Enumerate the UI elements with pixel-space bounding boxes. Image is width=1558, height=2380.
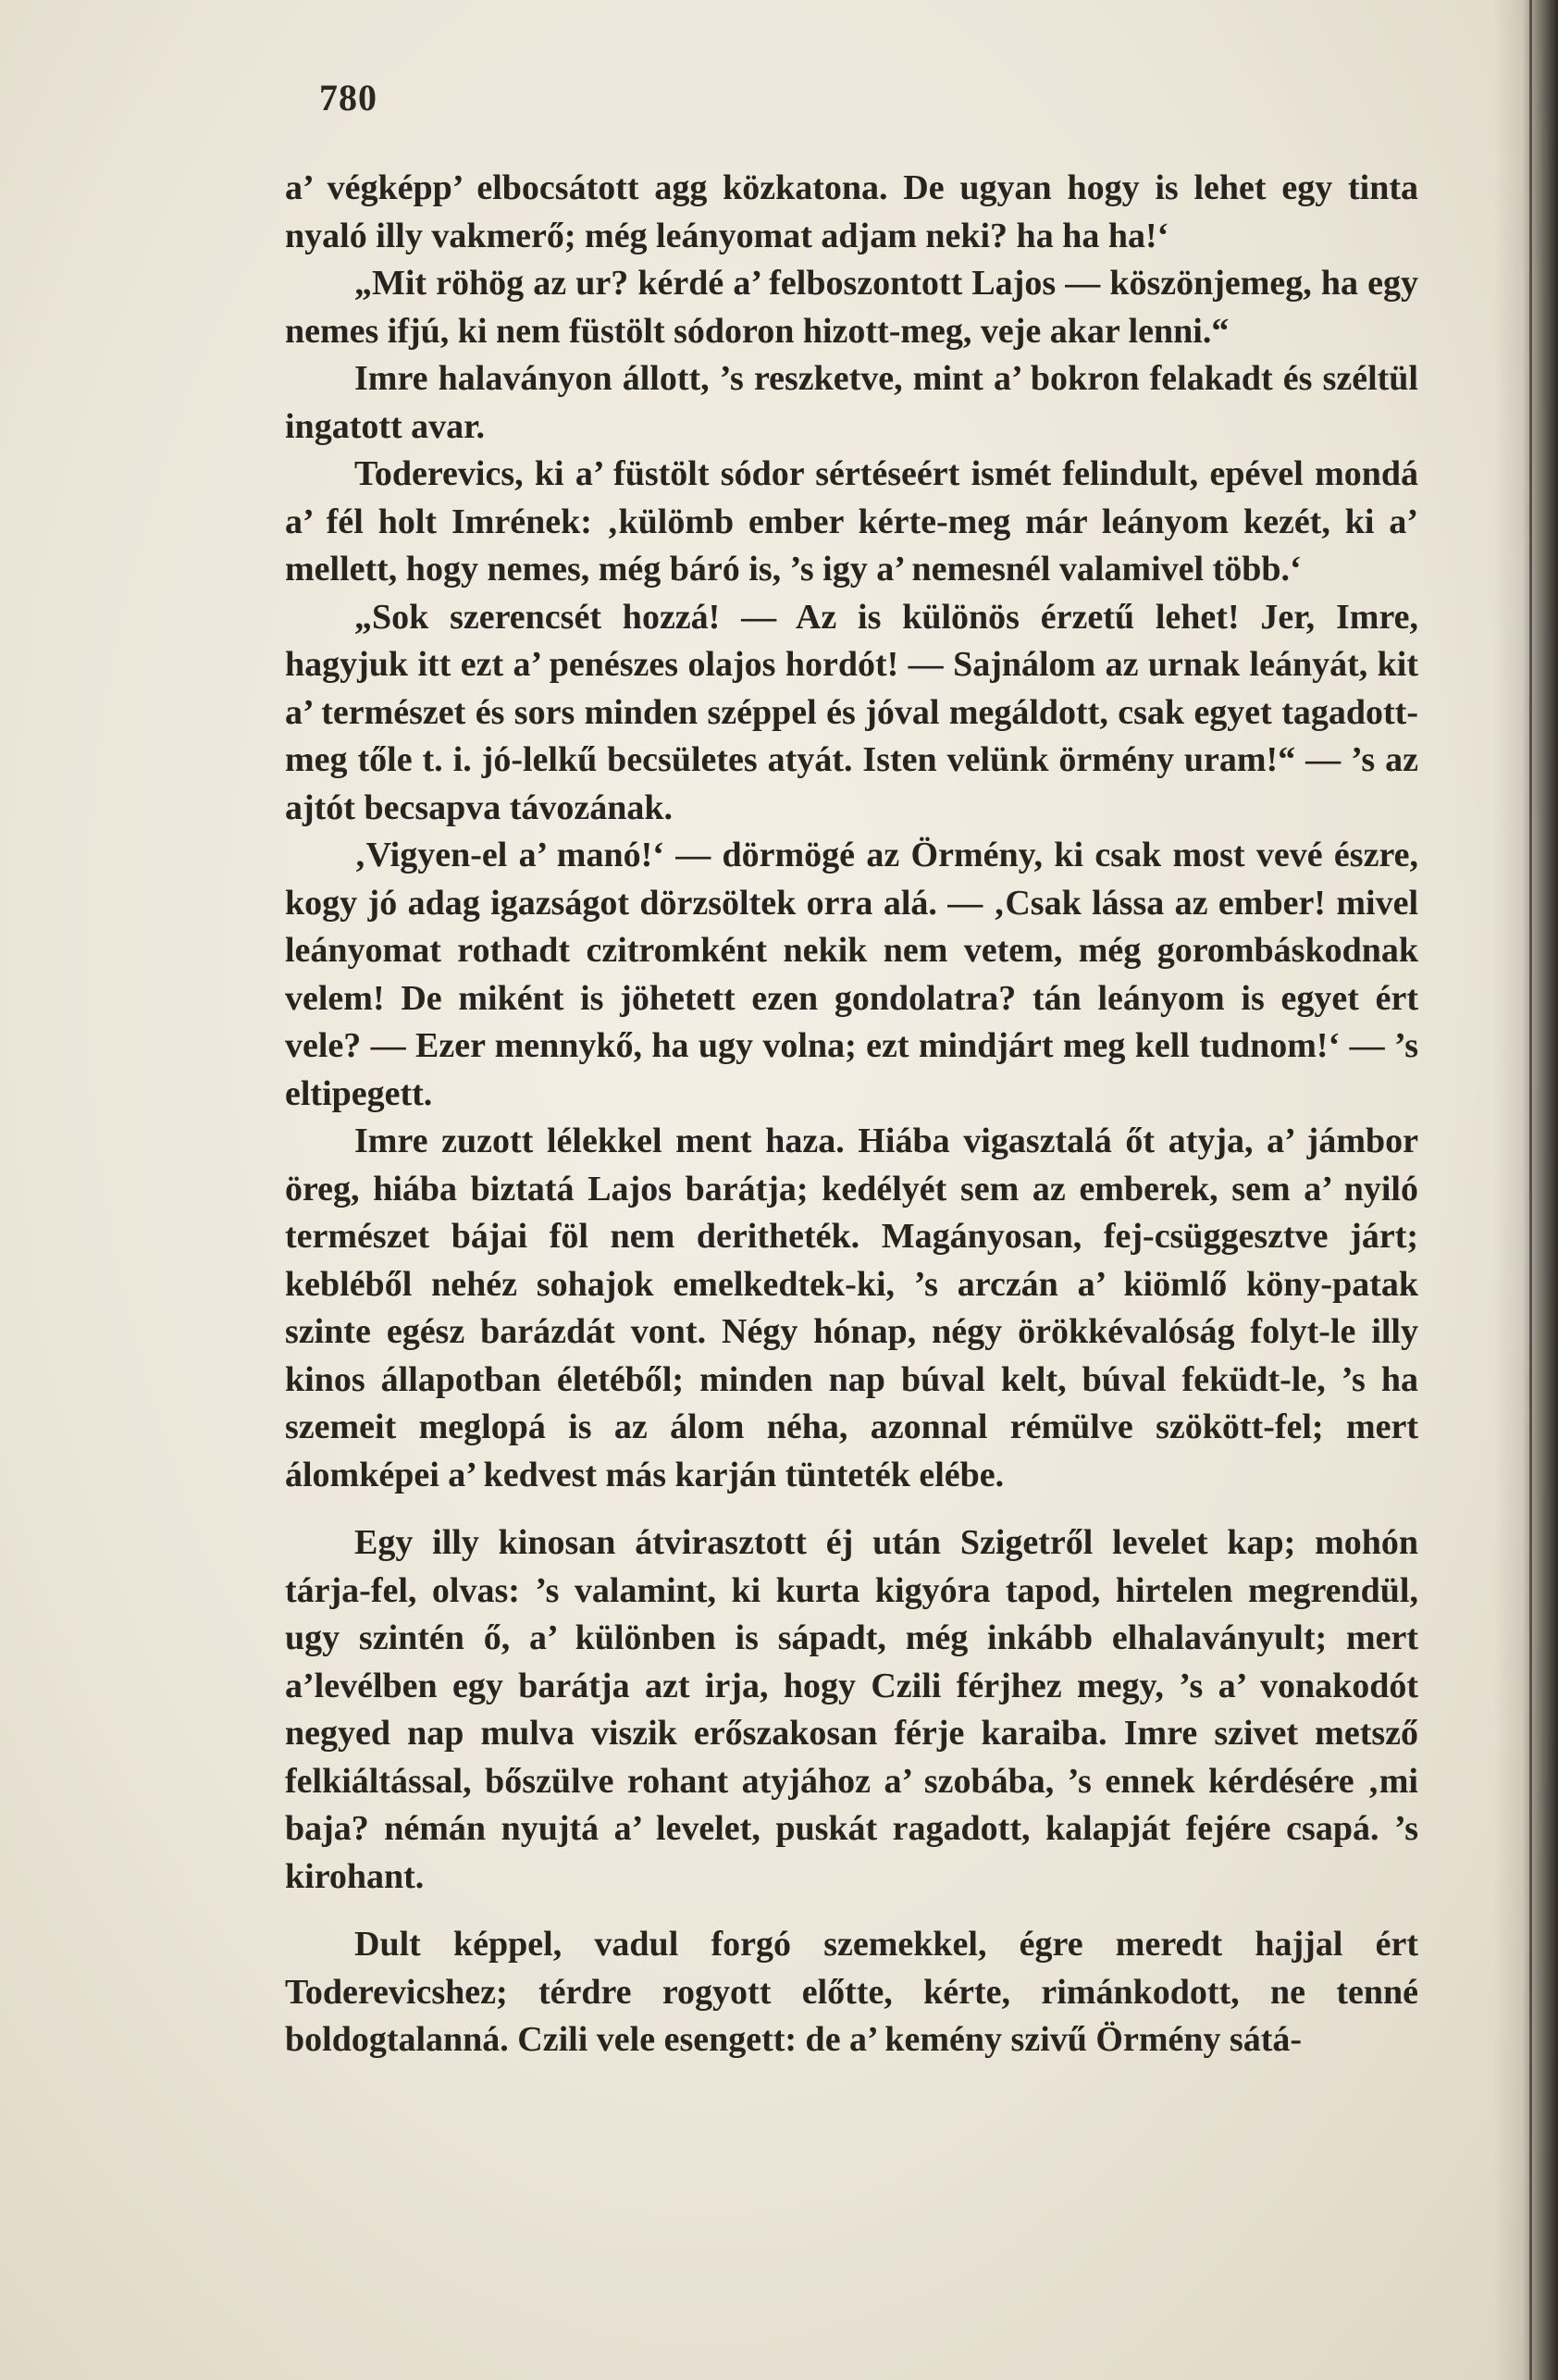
paragraph-3: Imre halaványon állott, ’s reszketve, mint a’ bokron felakadt és széltül ingatott avar. — [285, 359, 1418, 446]
binding-edge — [1529, 0, 1532, 2380]
page-number: 780 — [319, 77, 377, 118]
paragraph-7: Imre zuzott lélekkel ment haza. Hiába vigasztalá őt atyja, a’ jámbor öreg, hiába biztatá Lajos barátja; kedélyét sem az emberek, sem a’ nyiló természet bájai föl nem deritheték. Magányosan, fej-csüggesztve járt; kebléből nehéz sohajok emelkedtek-ki, ’s arczán a’ kiömlő köny-patak szinte egész barázdát vont. Négy hónap, négy örökkévalóság folyt-le illy kinos állapotban életéből; minden nap búval kelt, búval feküdt-le, ’s ha szemeit meglopá is az álom néha, azonnal rémülve szökött-fel; mert álomképei a’ kedvest más karján tünteték elébe. — [285, 1122, 1418, 1494]
paragraph-4: Toderevics, ki a’ füstölt sódor sértéseért ismét felindult, epével mondá a’ fél holt Imrének: ‚külömb ember kérte-meg már leányom kezét, ki a’ mellett, hogy nemes, még báró is, ’s igy a’ nemesnél valamivel több.‘ — [285, 454, 1418, 589]
paragraph-5: „Sok szerencsét hozzá! — Az is különös érzetű lehet! Jer, Imre, hagyjuk itt ezt a’ penészes olajos hordót! — Sajnálom az urnak leányát, kit a’ természet és sors minden széppel és jóval megáldott, csak egyet tagadott-meg tőle t. i. jó-lelkű becsületes atyát. Isten velünk örmény uram!“ — ’s az ajtót becsapva távozának. — [285, 597, 1418, 827]
paragraph-6: ‚Vigyen-el a’ manó!‘ — dörmögé az Örmény, ki csak most vevé észre, kogy jó adag igazságot dörzsöltek orra alá. — ‚Csak lássa az ember! mivel leányomat rothadt czitromként nekik nem vetem, még gorombáskodnak velem! De miként is jöhetett ezen gondolatra? tán leányom is egyet ért vele? — Ezer mennykő, ha ugy volna; ezt mindjárt meg kell tudnom!‘ — ’s eltipegett. — [285, 836, 1418, 1113]
paragraph-9: Dult képpel, vadul forgó szemekkel, égre meredt hajjal ért Toderevicshez; térdre rogyott előtte, kérte, rimánkodott, ne tenné boldogtalanná. Czili vele esengett: de a’ kemény szivű Örmény sátá- — [285, 1925, 1418, 2059]
paragraph-1: a’ végképp’ elbocsátott agg közkatona. De ugyan hogy is lehet egy tinta nyaló illy vakmerő; még leányomat adjam neki? ha ha ha!‘ — [285, 168, 1418, 255]
body-text — [285, 165, 1418, 2064]
paragraph-8: Egy illy kinosan átvirasztott éj után Szigetről levelet kap; mohón tárja-fel, olvas: ’s valamint, ki kurta kigyóra tapod, hirtelen megrendül, ugy szintén ő, a’ különben is sápadt, még inkább elhalaványult; mert a’levélben egy barátja azt irja, hogy Czili férjhez megy, ’s a’ vonakodót negyed nap mulva viszik erőszakosan férje karaiba. Imre szivet metsző felkiáltással, bőszülve rohant atyjához a’ szobába, ’s ennek kérdésére ‚mi baja? némán nyujtá a’ levelet, puskát ragadott, kalapját fejére csapá. ’s kirohant. — [285, 1523, 1418, 1896]
binding-shadow — [1493, 0, 1558, 2380]
paragraph-2: „Mit röhög az ur? kérdé a’ felboszontott Lajos — köszönjemeg, ha egy nemes ifjú, ki nem füstölt sódoron hizott-meg, veje akar lenni.“ — [285, 264, 1418, 351]
